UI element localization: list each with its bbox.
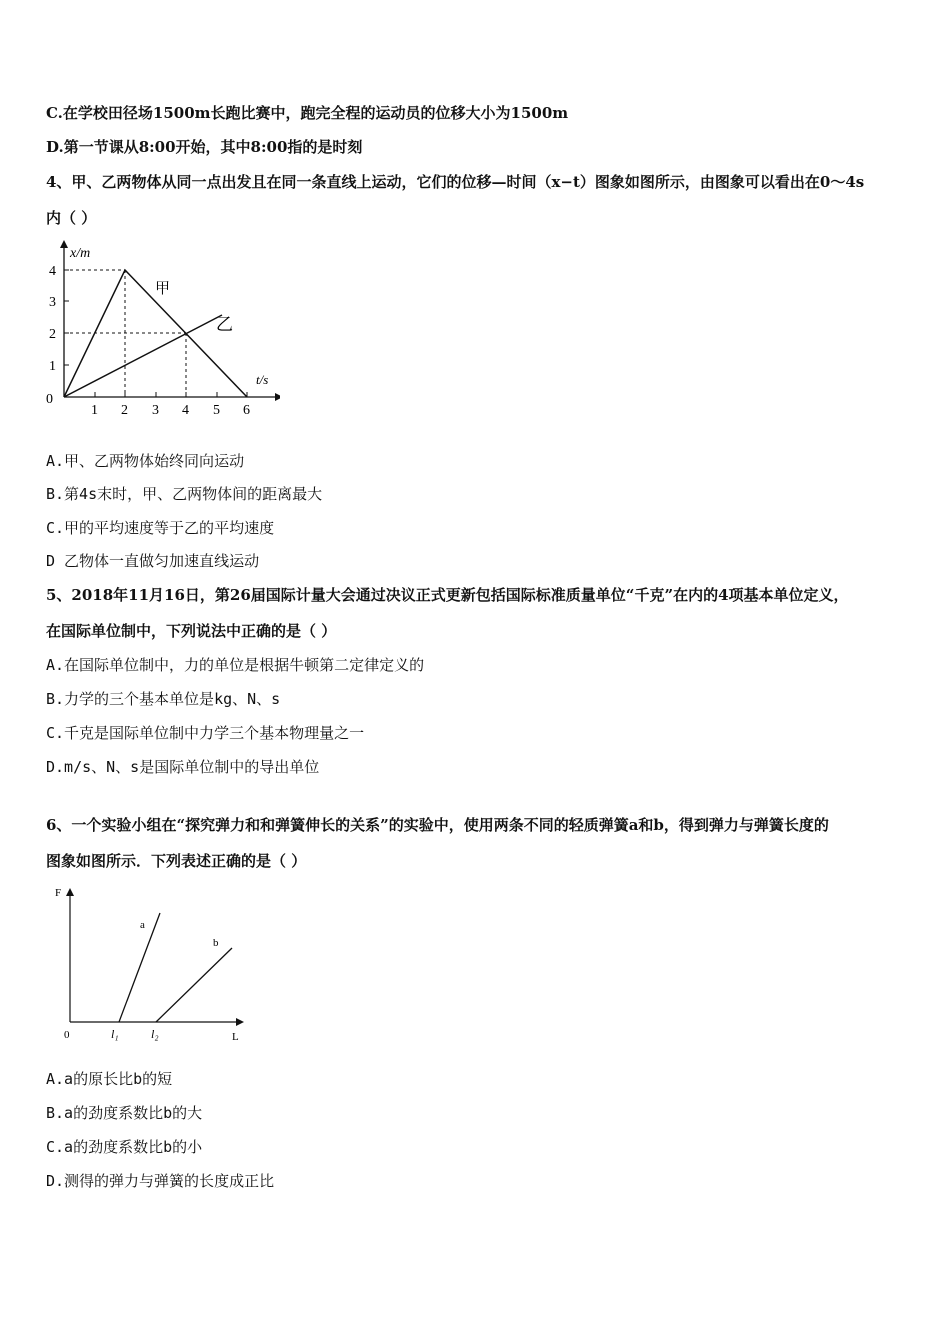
q4-xtick-5: 5 [213, 403, 220, 418]
q4-ytick-2: 2 [49, 327, 56, 342]
q5-option-c[interactable]: C.千克是国际单位制中力学三个基本物理量之一 [46, 724, 365, 742]
q4-ylabel: x/m [70, 246, 91, 261]
q4-label-yi: 乙 [216, 315, 233, 334]
q6-line-b [156, 948, 232, 1022]
q4-xtick-3: 3 [152, 403, 159, 418]
q6-l1: l₁ [111, 1027, 119, 1041]
q6-xlabel: L [232, 1031, 239, 1043]
q5-option-d[interactable]: D.m/s、N、s是国际单位制中的导出单位 [46, 758, 320, 776]
q6-option-c[interactable]: C.a的劲度系数比b的小 [46, 1138, 203, 1156]
q5-option-b[interactable]: B.力学的三个基本单位是kg、N、s [46, 690, 281, 708]
q4-option-c[interactable]: C.甲的平均速度等于乙的平均速度 [46, 519, 275, 537]
q4-xlabel: t/s [256, 372, 269, 387]
q6-label-a: a [140, 919, 145, 931]
q4-ytick-1: 1 [49, 359, 56, 374]
q5-stem-line1: 5、2018年11月16日，第26届国际计量大会通过决议正式更新包括国际标准质量单位“千克”在内的4项基本单位定义， [46, 586, 849, 604]
q6-option-b[interactable]: B.a的劲度系数比b的大 [46, 1104, 203, 1122]
q6-ylabel: F [55, 887, 62, 899]
q4-xtick-2: 2 [121, 403, 128, 418]
prev-option-d: D.第一节课从8:00开始，其中8:00指的是时刻 [46, 138, 363, 156]
q5-option-a[interactable]: A.在国际单位制中，力的单位是根据牛顿第二定律定义的 [46, 656, 425, 674]
prev-option-c: C.在学校田径场1500m长跑比赛中，跑完全程的运动员的位移大小为1500m [46, 104, 569, 122]
q6-option-d[interactable]: D.测得的弹力与弹簧的长度成正比 [46, 1172, 275, 1190]
q4-y-arrow [60, 240, 68, 248]
q6-stem-line2: 图象如图所示．下列表述正确的是（ ） [46, 852, 307, 870]
q4-option-d[interactable]: D 乙物体一直做匀加速直线运动 [46, 552, 260, 570]
q5-stem-line2: 在国际单位制中，下列说法中正确的是（ ） [46, 622, 337, 640]
q4-label-jia: 甲 [155, 281, 171, 297]
q4-stem-line1: 4、甲、乙两物体从同一点出发且在同一条直线上运动，它们的位移—时间（x−t）图象如图所示，由图象可以看出在0～4s [46, 173, 865, 191]
q4-x-arrow [275, 393, 280, 401]
q4-ytick-4: 4 [49, 264, 56, 279]
q4-xtick-1: 1 [91, 403, 98, 418]
q6-force-length-graph [50, 880, 270, 1050]
q4-ytick-3: 3 [49, 295, 56, 310]
q6-option-a[interactable]: A.a的原长比b的短 [46, 1070, 173, 1088]
q4-line-yi [64, 315, 222, 397]
q6-l2: l₂ [151, 1027, 159, 1041]
q6-y-arrow [66, 888, 74, 896]
q6-stem-line1: 6、一个实验小组在“探究弹力和和弹簧伸长的关系”的实验中，使用两条不同的轻质弹簧a和b，得到弹力与弹簧长度的 [46, 816, 829, 834]
q6-origin: 0 [64, 1029, 70, 1041]
q4-origin: 0 [46, 392, 53, 407]
q4-xt-graph [40, 238, 280, 418]
q4-option-a[interactable]: A.甲、乙两物体始终同向运动 [46, 452, 245, 470]
q4-xtick-6: 6 [243, 403, 250, 418]
q4-stem-line2: 内（ ） [46, 209, 97, 227]
q4-xtick-4: 4 [182, 403, 189, 418]
q6-label-b: b [213, 937, 219, 949]
q6-x-arrow [236, 1018, 244, 1026]
q4-option-b[interactable]: B.第4s末时，甲、乙两物体间的距离最大 [46, 485, 323, 503]
